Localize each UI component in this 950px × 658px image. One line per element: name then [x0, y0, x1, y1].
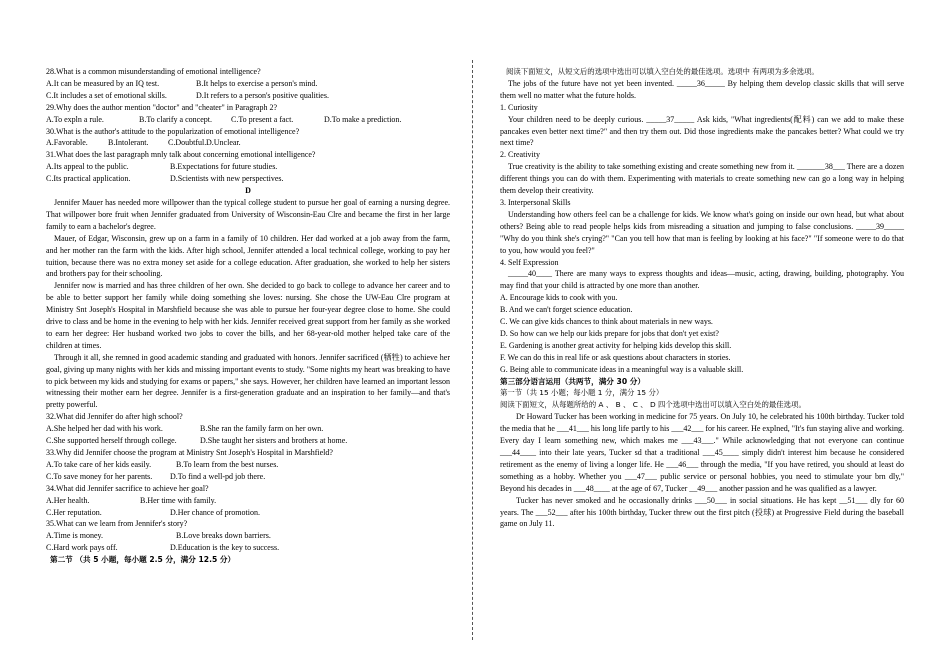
q31-option-a: A.Its appeal to the public.	[46, 162, 129, 172]
q31-option-d: D.Scientists with new perspectives.	[170, 174, 284, 184]
q32-option-b: B.She ran the family farm on her own.	[200, 424, 324, 434]
q28-options-row2	[46, 90, 450, 102]
q31-options-row1	[46, 161, 450, 173]
passage-d-paragraph-4: Through it all, she remned in good academic standing and graduated with honors. Jennifer sacrificed (牺牲) to achieve her goal, giving up many nights with her kids and missing important events to study. "Some nights my heart was breaking to have to pick between my kids and studying for exams or papers," she says. However, her children have learned an important lesson witnessing their mother earn her degree. Jennifer is a first-generation graduate and an inspiration to her family—and that's pretty powerful.	[46, 352, 450, 410]
q28-options-row1	[46, 78, 450, 90]
q35-option-c: C.Hard work pays off.	[46, 543, 118, 553]
q32-option-a: A.She helped her dad with his work.	[46, 424, 163, 434]
option-b: B. And we can't forget science education.	[500, 305, 633, 315]
q33-option-a: A.To take care of her kids easily.	[46, 459, 152, 469]
q34-option-d: D.Her chance of promotion.	[170, 507, 260, 517]
q32-option-d: D.She taught her sisters and brothers at home.	[200, 436, 348, 446]
q28-option-d: D.It refers to a person's positive qualities.	[196, 90, 329, 100]
q29-options	[46, 114, 450, 126]
part-3-subheading: 第一节（共 15 小题；每小题 1 分，满分 15 分）	[500, 388, 664, 398]
skill-2-text: True creativity is the ability to take something existing and create something new from it. _______38___ There are a dozen different things you can do with them. Experimenting with materials to create something new can go a long way in helping them develop their creativity.	[500, 162, 904, 196]
cloze-paragraph-2: Tucker has never smoked and he occasionally drinks ___50___ in social situations. He has kept __51___ dly for 60 years. The ___52___ after his 100th birthday, Tucker threw out the first pitch (投球) at Progressive Field during the baseball game on July 11.	[500, 495, 904, 529]
skill-1-title: 1. Curiosity	[500, 102, 538, 112]
skill-3-text: Understanding how others feel can be a challenge for kids. We know what's going on inside our own head, but what about others? Being able to read people helps kids from misreading a situation and jumping to false conclusions. _____39_____ "Why do you think she's crying?" "Can you tell how that man is feeling by looking at his face?" "If someone were to do that to you, how would you feel?"	[500, 209, 904, 255]
option-d: D. So how can we help our kids prepare for jobs that don't yet exist?	[500, 328, 719, 338]
skill-4-text: _____40____ There are many ways to express thoughts and ideas—music, acting, drawing, building, photography. You may find that your child is attracted by one more than another.	[500, 269, 904, 291]
skill-1-text: Your children need to be deeply curious. _____37_____ Ask kids, "What ingredients(配料) can we add to make these pancakes even better next time?" and then try them out. Did those ingredients make the pancakes better? What could we try next time?	[500, 114, 904, 148]
q32-option-c: C.She supported herself through college.	[46, 436, 177, 446]
cloze-paragraph-1: Dr Howard Tucker has been working in medicine for 75 years. On July 10, he celebrated his 100th birthday. Tucker told the media that he ___41___ his long life partly to his ___42___ for his career. He explned, "It's fun staying alive and working. Every day I learn something new, which makes me ___43___." While acknowledging that not everyone can continue ___44____ into their late years, Tucker sd that a traditional ___45____ simply didn't interest him because he considered retirement as the enemy of living a longer life. He ___46___ through the media, "If you have retired, you should at least do something as a hobby. Whether you ___47___ public service or personal hobbies, you need to stimulate your brn dly," Beyond his decades in ___48____ at the age of 67, Tucker __49___ another passion and he was qualified as a lawyer.	[500, 412, 904, 493]
q34-stem: 34.What did Jennifer sacrifice to achieve her goal?	[46, 483, 209, 493]
q29-option-d: D.To make a prediction.	[324, 114, 402, 124]
q28-stem: 28.What is a common misunderstanding of emotional intelligence?	[46, 67, 261, 76]
q31-option-b: B.Expectations for future studies.	[170, 162, 278, 172]
q34-option-b: B.Her time with family.	[140, 495, 217, 505]
passage-d-paragraph-1: Jennifer Mauer has needed more willpower than the typical college student to pursue her goal of earning a nursing degree. That willpower bore fruit when Jennifer graduated from University of Wisconsin-Eau Clre and became the first in her large family to earn a bachelor's degree.	[46, 197, 450, 231]
q32-options-row2	[46, 435, 450, 447]
q30-options	[46, 137, 450, 149]
q29-option-b: B.To clarify a concept.	[139, 114, 212, 124]
q33-stem: 33.Why did Jennifer choose the program at Ministry Snt Joseph's Hospital in Marshfield?	[46, 448, 333, 457]
option-f: F. We can do this in real life or ask questions about characters in stories.	[500, 352, 731, 362]
passage-d-paragraph-2: Mauer, of Edgar, Wisconsin, grew up on a farm in a family of 10 children. Her dad worked at a job away from the farm, and her mother ran the farm with the kids. After high school, Jennifer attended a local technical college, working to pay her tuition, because there was no extra money set aside for a college education. After graduation, she worked to help her sisters and brothers pay for their schooling.	[46, 233, 450, 279]
option-e: E. Gardening is another great activity for helping kids develop this skill.	[500, 340, 732, 350]
q30-option-d: D.Unclear.	[206, 138, 241, 148]
left-column	[46, 66, 450, 566]
part-3-heading: 第三部分语言运用（共两节，满分 30 分）	[500, 376, 645, 386]
q33-option-b: B.To learn from the best nurses.	[176, 459, 279, 469]
q28-option-c: C.It includes a set of emotional skills.	[46, 90, 167, 100]
option-g: G. Being able to communicate ideas in a meaningful way is a valuable skill.	[500, 364, 744, 374]
option-a: A. Encourage kids to cook with you.	[500, 293, 618, 303]
right-column	[500, 66, 904, 530]
q35-options-row2	[46, 542, 450, 554]
column-divider	[472, 60, 473, 640]
q33-option-c: C.To save money for her parents.	[46, 471, 153, 481]
q30-option-c: C.Doubtful.	[168, 138, 207, 148]
skill-4-title: 4. Self Expression	[500, 257, 559, 267]
q28-option-b: B.It helps to exercise a person's mind.	[196, 78, 318, 88]
q35-option-b: B.Love breaks down barriers.	[176, 531, 271, 541]
q30-option-a: A.Favorable.	[46, 138, 88, 148]
q35-options-row1	[46, 530, 450, 542]
q31-option-c: C.Its practical application.	[46, 174, 131, 184]
q34-options-row2	[46, 507, 450, 519]
q29-stem: 29.Why does the author mention "doctor" and "cheater" in Paragraph 2?	[46, 102, 277, 112]
skill-3-title: 3. Interpersonal Skills	[500, 197, 571, 207]
q32-options-row1	[46, 423, 450, 435]
passage-d-label: D	[245, 186, 251, 196]
q30-option-b: B.Intolerant.	[108, 138, 149, 148]
option-c: C. We can give kids chances to think about materials in new ways.	[500, 317, 713, 327]
q31-options-row2	[46, 173, 450, 185]
q30-stem: 30.What is the author's attitude to the popularization of emotional intelligence?	[46, 126, 300, 136]
q29-option-c: C.To present a fact.	[231, 114, 294, 124]
q33-options-row2	[46, 471, 450, 483]
q31-stem: 31.What does the last paragraph mnly talk about concerning emotional intelligence?	[46, 150, 316, 160]
q29-option-a: A.To expln a rule.	[46, 114, 104, 124]
q34-options-row1	[46, 495, 450, 507]
q32-stem: 32.What did Jennifer do after high school?	[46, 412, 183, 422]
skill-2-title: 2. Creativity	[500, 150, 540, 160]
q35-option-d: D.Education is the key to success.	[170, 543, 280, 553]
passage-intro: The jobs of the future have not yet been invented. _____36_____ By helping them develop classic skills that will serve them well no matter what the future holds.	[500, 78, 904, 100]
q34-option-a: A.Her health.	[46, 495, 90, 505]
q28-option-a: A.It can be measured by an IQ test.	[46, 78, 160, 88]
section-2-instruction: 阅读下面短文，从短文后的选项中选出可以填入空白处的最佳选项。选项中 有两项为多余选项。	[506, 67, 819, 76]
options-list	[500, 292, 904, 375]
q33-option-d: D.To find a well-pd job there.	[170, 471, 266, 481]
q35-stem: 35.What can we learn from Jennifer's story?	[46, 519, 188, 529]
q34-option-c: C.Her reputation.	[46, 507, 102, 517]
q33-options-row1	[46, 459, 450, 471]
section-2-heading: 第二节 （共 5 小题，每小题 2.5 分，满分 12.5 分）	[50, 555, 236, 565]
q35-option-a: A.Time is money.	[46, 531, 103, 541]
part-3-instruction: 阅读下面短文，从每题所给的 A 、 B 、 C 、 D 四个选项中选出可以填入空白处的最佳选项。	[500, 400, 806, 410]
passage-d-paragraph-3: Jennifer now is married and has three children of her own. She decided to go back to college to advance her career and to be able to better support her family while doing something she loves: nursing. She chose the UW-Eau Clre program at Ministry Snt Joseph's Hospital in Marshfield because she was able to pursue her four-year degree close to home. She could drive to class and be home in the evening to help with her kids. Jennifer received great support from her family as she worked to earn her degree: Her husband worked two jobs to cover the bills, and her 68-year-old mother helped take care of the children at times.	[46, 281, 450, 350]
